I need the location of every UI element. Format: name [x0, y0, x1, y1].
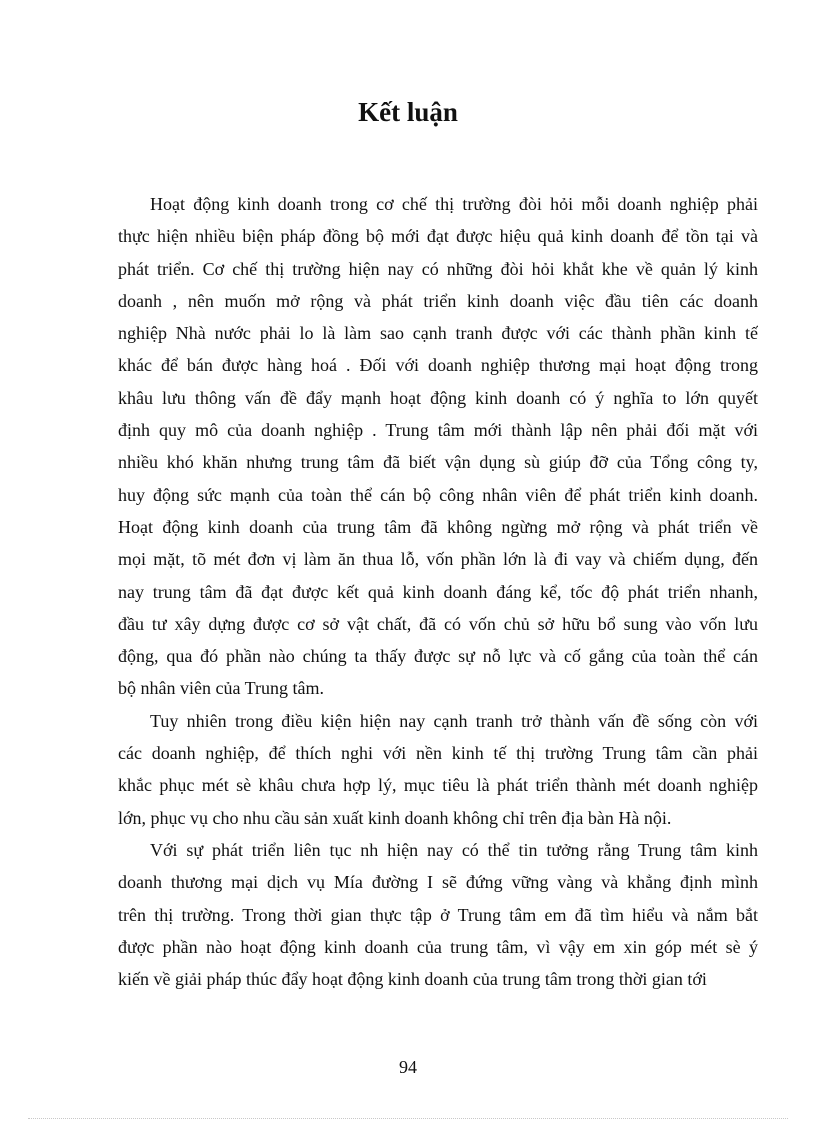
text-line: Tuy nhiên trong điều kiện hiện nay cạnh tranh trở thành vấn đề sống còn với — [150, 710, 758, 731]
paragraph — [118, 188, 758, 705]
paragraph — [118, 834, 758, 995]
text-line: trên thị trường. Trong thời gian thực tập ở Trung tâm em đã tìm hiểu và nắm bắt — [118, 904, 758, 925]
text-line: Với sự phát triển liên tục nh hiện nay có thể tin tưởng rằng Trung tâm kinh — [150, 839, 758, 860]
text-line: động, qua đó phần nào chúng ta thấy được sự nỗ lực và cố gắng của toàn thể cán — [118, 646, 758, 667]
footer-divider — [28, 1118, 788, 1119]
text-line: định quy mô của doanh nghiệp . Trung tâm mới thành lập nên phải đối mặt với — [118, 420, 758, 441]
text-line: nghiệp Nhà nước phải lo là làm sao cạnh tranh được với các thành phần kinh tế — [118, 323, 758, 344]
text-line: khắc phục mét sè khâu chưa hợp lý, mục tiêu là phát triển thành mét doanh nghiệp — [118, 775, 758, 796]
text-line: lớn, phục vụ cho nhu cầu sản xuất kinh doanh không chỉ trên địa bàn Hà nội. — [118, 807, 672, 828]
text-line: thực hiện nhiều biện pháp đồng bộ mới đạt được hiệu quả kinh doanh để tồn tại và — [118, 226, 758, 247]
text-line: phát triển. Cơ chế thị trường hiện nay có những đòi hỏi khắt khe về quản lý kinh — [118, 258, 758, 279]
text-line: doanh thương mại dịch vụ Mía đường I sẽ đứng vững vàng và khẳng định mình — [118, 872, 758, 893]
text-line: được phần nào hoạt động kinh doanh của trung tâm, vì vậy em xin góp mét sè ý — [118, 936, 758, 957]
text-line: nhiều khó khăn nhưng trung tâm đã biết vận dụng sù giúp đỡ của Tổng công ty, — [118, 452, 758, 473]
text-line: Hoạt động kinh doanh trong cơ chế thị trường đòi hỏi mỗi doanh nghiệp phải — [150, 194, 758, 214]
page-title: Kết luận — [358, 97, 458, 127]
text-line: nay trung tâm đã đạt được kết quả kinh doanh đáng kể, tốc độ phát triển nhanh, — [118, 581, 758, 602]
document-body — [118, 188, 758, 995]
text-line: bộ nhân viên của Trung tâm. — [118, 678, 324, 699]
text-line: khâu lưu thông vấn đề đẩy mạnh hoạt động kinh doanh có ý nghĩa to lớn quyết — [118, 387, 758, 408]
text-line: Hoạt động kinh doanh của trung tâm đã không ngừng mở rộng và phát triển về — [118, 516, 758, 537]
text-line: kiến về giải pháp thúc đẩy hoạt động kinh doanh của trung tâm trong thời gian tới — [118, 969, 707, 990]
page-number: 94 — [399, 1057, 417, 1077]
text-line: huy động sức mạnh của toàn thể cán bộ công nhân viên để phát triển kinh doanh. — [118, 484, 758, 505]
text-line: doanh , nên muốn mở rộng và phát triển kinh doanh việc đầu tiên các doanh — [118, 290, 758, 311]
text-line: các doanh nghiệp, để thích nghi với nền kinh tế thị trường Trung tâm cần phải — [118, 743, 758, 764]
text-line: khác để bán được hàng hoá . Đối với doanh nghiệp thương mại hoạt động trong — [118, 355, 758, 376]
paragraph — [118, 705, 758, 834]
text-line: mọi mặt, tõ mét đơn vị làm ăn thua lỗ, vốn phần lớn là đi vay và chiếm dụng, đến — [118, 549, 758, 570]
text-line: đầu tư xây dựng được cơ sở vật chất, đã có vốn chủ sở hữu bổ sung vào vốn lưu — [118, 613, 758, 634]
